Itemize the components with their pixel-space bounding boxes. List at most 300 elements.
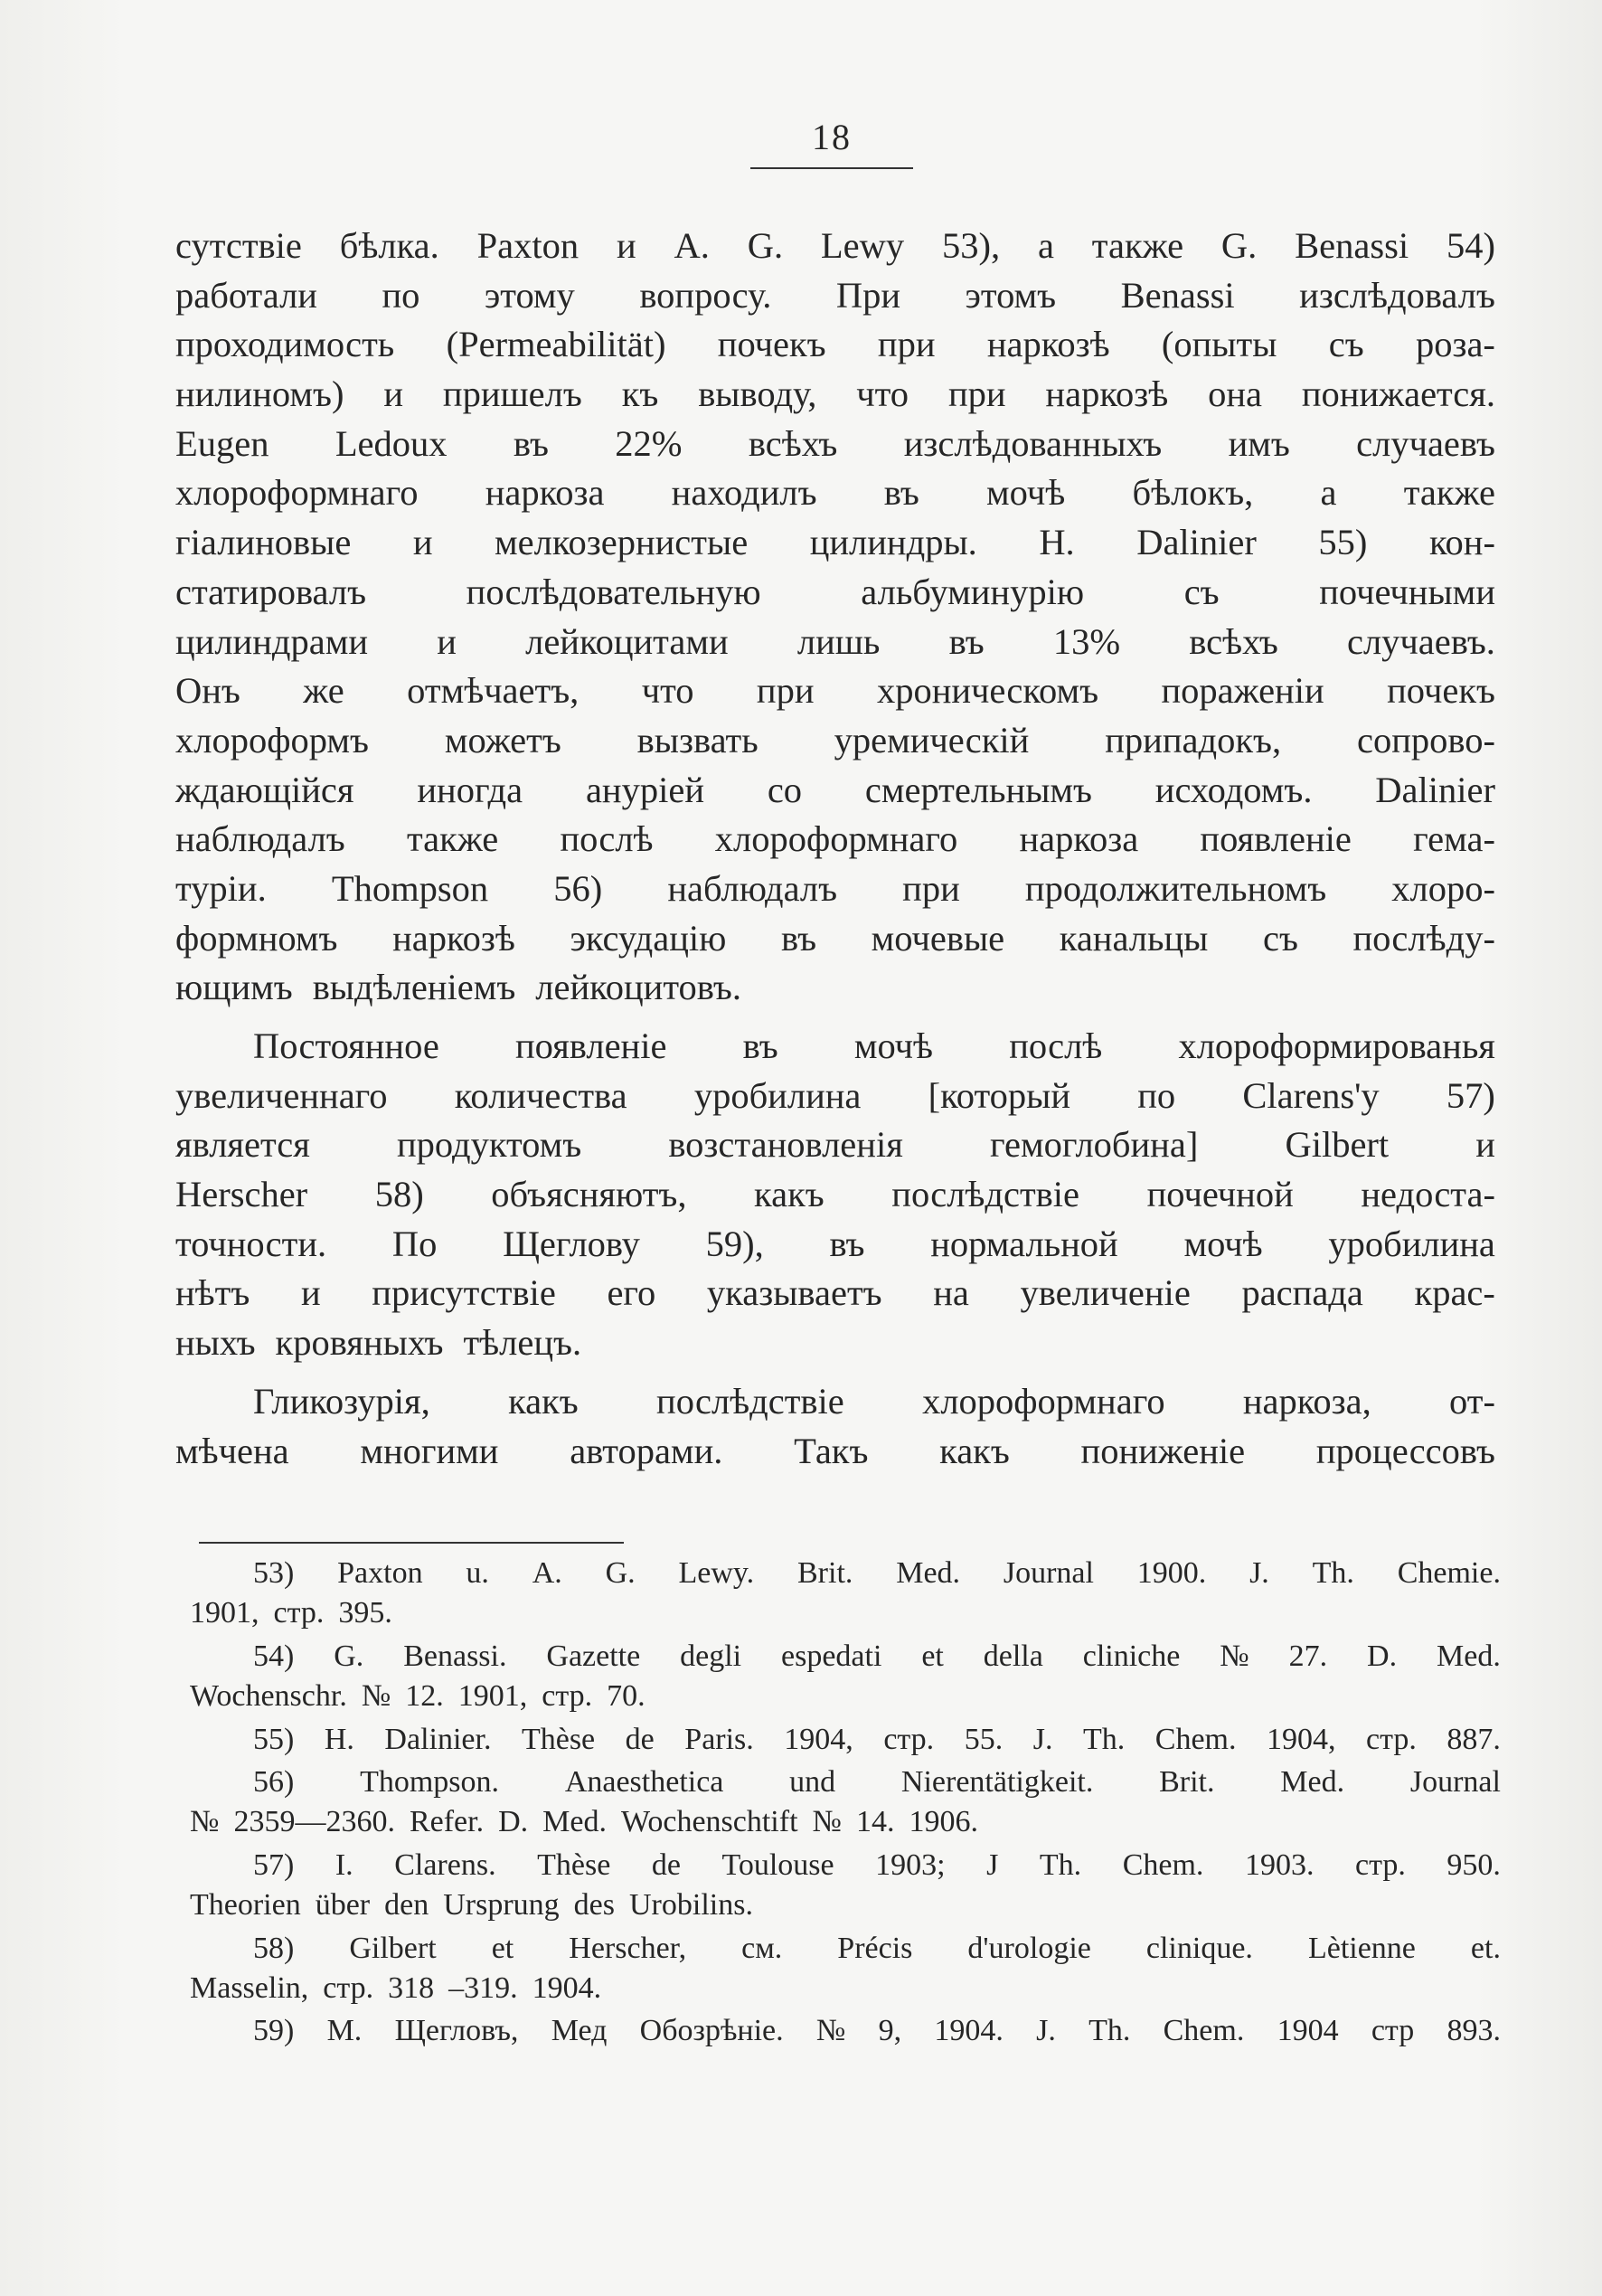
word: При [835,274,901,316]
word: 950. [1447,1847,1501,1882]
word: продуктомъ [396,1124,582,1166]
word: ануріей [585,769,705,810]
word: et [921,1639,944,1673]
word: Th. [1312,1556,1354,1590]
word: espedati [781,1639,882,1673]
word: d'urologie [967,1931,1091,1965]
word: 70. [607,1679,646,1714]
word: über [315,1888,371,1923]
word: его [607,1272,656,1314]
word: этому [484,274,575,316]
word: цилиндры. [809,522,977,563]
word: 14. [855,1805,895,1839]
footnotes [190,1554,1501,2052]
word: Brit. [797,1556,853,1590]
word: D. [498,1805,529,1839]
word: Th. [1082,1722,1126,1756]
word: 12. [405,1679,444,1714]
word: наркоза [485,472,605,514]
word: Herscher, [569,1931,687,1965]
body-text [175,222,1495,1476]
word: della [983,1639,1043,1673]
word: Anaesthetica [564,1764,724,1799]
word: Refer. [409,1805,485,1839]
word: Paxton [337,1556,423,1590]
word: послѣ [1009,1025,1103,1066]
word: 59), [705,1223,764,1264]
word: 55. [964,1722,1004,1756]
word: 395. [338,1596,392,1630]
footnote-rule [199,1542,624,1544]
word: 9, [878,2014,902,2048]
word: тѣлецъ. [463,1322,582,1364]
word: Wochenschr. [190,1679,347,1714]
word: по [382,274,420,316]
page-number-rule [750,167,913,169]
word: 893. [1447,2014,1501,2048]
word: и [616,225,636,266]
word: также [1091,225,1184,266]
word: лейкоцитовъ. [535,967,741,1008]
word: Щегловъ, [394,2014,519,2048]
word: Clarens'у [1242,1074,1380,1116]
word: проходимость [175,324,395,365]
word: 13% [1052,620,1121,662]
text-line [175,1022,1495,1072]
word: H. [324,1722,354,1756]
word: Lètienne [1307,1931,1416,1965]
word: Gilbert [349,1931,437,1965]
word: Gazette [546,1639,641,1673]
word: Chem. [1154,1722,1237,1756]
text-line [175,568,1495,618]
word: (опыты [1161,324,1277,365]
word: Ledoux [335,422,448,464]
word: формномъ [175,917,338,959]
word: J. [1036,2014,1056,2048]
word: Dalinier [1375,769,1495,810]
word: хлороформнаго [175,472,419,514]
word: хлороформнаго [714,818,958,860]
word: процессовъ [1315,1430,1495,1471]
word: иногда [417,769,523,810]
footnote-line [190,1554,1501,1593]
word: въ [742,1025,778,1066]
word: Lewy. [678,1556,755,1590]
word: 1903. [1244,1847,1315,1882]
word: 54) [1446,225,1495,266]
word: Brit. [1159,1764,1215,1799]
word: 1904 [1277,2014,1339,2048]
word: кон- [1428,522,1495,563]
word: и [437,620,457,662]
word: Wochenschtift [620,1805,798,1839]
page-number: 18 [812,117,852,157]
word: № [1220,1639,1249,1673]
word: G. [747,225,784,266]
word: при [877,324,936,365]
text-line [175,271,1495,321]
word: канальцы [1059,917,1209,959]
word: Med. [1437,1639,1501,1673]
word: Benassi [1295,225,1409,266]
word: 1906. [909,1805,978,1839]
word: Thompson [331,867,489,909]
word: почечными [1319,571,1495,612]
word: наркоза, [1242,1380,1371,1422]
word: хлороформированья [1178,1025,1495,1066]
word: J. [1249,1556,1269,1590]
word: количества [454,1074,627,1116]
word: I. [335,1847,353,1882]
word: съ [1262,917,1298,959]
word: 1900. [1136,1556,1207,1590]
word: почечной [1146,1174,1294,1215]
footnote-line [190,1677,1501,1716]
word: Paris. [684,1722,754,1756]
footnote-line [190,1593,1501,1633]
word: увеличеніе [1020,1272,1191,1314]
word: 53), [941,225,1001,266]
word: ждающійся [175,769,354,810]
word: № [815,2014,846,2048]
word: послѣдствіе [891,1174,1080,1215]
word: уремическій [834,719,1030,761]
word: A. [532,1556,562,1590]
word: вопросу. [639,274,772,316]
word: авторами. [570,1430,723,1471]
word: ющимъ [175,967,293,1008]
word: Med. [1280,1764,1345,1799]
word: хлороформнаго [922,1380,1165,1422]
word: сутствіе [175,225,302,266]
word: эксудацію [570,917,727,959]
word: 56) [553,867,603,909]
text-line [175,1427,1495,1477]
word: № [812,1805,842,1839]
text-line [175,716,1495,766]
word: продолжительномъ [1024,867,1327,909]
word: также [406,818,499,860]
word: 318 [388,1970,435,2005]
word: уробилина [693,1074,862,1116]
word: и [383,373,404,415]
text-line [175,1220,1495,1270]
word: можетъ [444,719,561,761]
word: Med. [542,1805,607,1839]
word: съ [1328,324,1364,365]
footnote-line [190,1762,1501,1802]
word: мочѣ [1183,1223,1263,1264]
word: наркозѣ [392,917,515,959]
word: альбуминурію [861,571,1085,612]
word: J [986,1847,999,1882]
text-line [175,865,1495,914]
word: стр. [542,1679,593,1714]
word: G. [1220,225,1258,266]
word: Thèse [537,1847,611,1882]
word: кровяныхъ [275,1322,444,1364]
word: Lewy [820,225,905,266]
word: –319. [448,1970,518,2005]
word: же [303,670,344,712]
word: въ [883,472,919,514]
word: 55) [1318,522,1368,563]
word: при [902,867,960,909]
word: наблюдалъ [667,867,838,909]
word: Dalinier [1136,522,1257,563]
word: 58) [374,1174,424,1215]
word: выдѣленіемъ [312,967,516,1008]
word: стр. [1355,1847,1406,1882]
word: на [933,1272,969,1314]
footnote-line [190,2011,1501,2051]
footnote-line [190,1637,1501,1677]
word: 59) [253,2014,295,2048]
word: Med. [896,1556,961,1590]
text-line [175,1170,1495,1220]
word: работали [175,274,317,316]
word: 1904. [934,2014,1004,2048]
word: Nierentätigkeit. [900,1764,1094,1799]
word: Такъ [794,1430,869,1471]
word: мочѣ [986,472,1066,514]
word: 58) [253,1931,295,1965]
word: пораженіи [1161,670,1324,712]
text-line [175,1377,1495,1427]
text-line [175,914,1495,964]
word: и [412,522,433,563]
text-line [175,618,1495,667]
word: По [391,1223,438,1264]
word: присутствіе [372,1272,556,1314]
word: почекъ [717,324,826,365]
text-line [175,815,1495,865]
word: Journal [1003,1556,1094,1590]
word: Chem. [1163,2014,1245,2048]
word: de [651,1847,681,1882]
text-line [175,518,1495,568]
word: Précis [837,1931,913,1965]
word: а [1320,472,1337,514]
word: послѣдствіе [656,1380,844,1422]
word: от- [1449,1380,1495,1422]
word: Journal [1409,1764,1501,1799]
word: цилиндрами [175,620,369,662]
word: бѣлокъ, [1132,472,1254,514]
word: при [947,373,1006,415]
text-line [175,1269,1495,1318]
word: всѣхъ [1189,620,1278,662]
text-line [175,963,1495,1013]
word: понижается. [1301,373,1495,415]
word: распада [1241,1272,1363,1314]
word: стр. [273,1596,325,1630]
word: Chemie. [1397,1556,1501,1590]
word: припадокъ, [1105,719,1282,761]
word: 56) [253,1764,295,1799]
word: de [625,1722,655,1756]
word: наркоза [1019,818,1139,860]
word: J. [1032,1722,1053,1756]
word: et. [1470,1931,1501,1965]
word: въ [948,620,985,662]
word: cliniche [1082,1639,1181,1673]
word: изслѣдованныхъ [903,422,1163,464]
word: роза- [1415,324,1495,365]
word: 53) [253,1556,295,1590]
text-line [175,1318,1495,1368]
word: что [856,373,909,415]
footnote-line [190,1720,1501,1760]
text-line [175,766,1495,816]
word: мѣчена [175,1430,289,1471]
word: къ [621,373,659,415]
word: статировалъ [175,571,367,612]
word: Gilbert [1285,1124,1390,1166]
word: Th. [1039,1847,1082,1882]
word: G. [605,1556,636,1590]
footnote-line [190,1802,1501,1842]
word: den [384,1888,429,1923]
word: исходомъ. [1154,769,1313,810]
word: und [789,1764,836,1799]
footnote-line [190,1969,1501,2008]
word: послѣ [560,818,654,860]
text-line [175,320,1495,370]
word: выводу, [698,373,817,415]
word: съ [1183,571,1220,612]
word: она [1208,373,1262,415]
word: мелкозернистые [495,522,749,563]
word: изслѣдовалъ [1299,274,1495,316]
text-line [175,468,1495,518]
word: лейкоцитами [525,620,729,662]
word: 887. [1447,1722,1501,1756]
word: Thompson. [360,1764,500,1799]
word: Ursprung [443,1888,560,1923]
text-line [175,420,1495,469]
word: Thèse [521,1722,596,1756]
word: находилъ [671,472,817,514]
word: бѣлка. [339,225,439,266]
word: Chem. [1122,1847,1204,1882]
word: 1904, [784,1722,853,1756]
word: послѣдовательную [466,571,761,612]
footnote-line [190,1929,1501,1969]
text-line [175,222,1495,271]
word: случаевъ. [1346,620,1495,662]
word: объясняютъ, [491,1174,687,1215]
word: Urobilins. [629,1888,753,1923]
word: случаевъ [1356,422,1495,464]
word: 1903; [875,1847,946,1882]
word: туріи. [175,867,267,909]
word: u. [466,1556,489,1590]
word: появленіе [514,1025,667,1066]
word: почекъ [1387,670,1495,712]
word: мочѣ [853,1025,934,1066]
word: гемоглобина] [989,1124,1199,1166]
word: при [756,670,815,712]
word: въ [513,422,549,464]
word: Онъ [175,670,240,712]
text-line [175,1072,1495,1121]
word: Гликозурія, [253,1380,430,1422]
word: нормальной [930,1223,1118,1264]
word: послѣду- [1352,917,1495,959]
word: какъ [754,1174,825,1215]
word: 1904. [532,1970,602,2005]
word: пониженіе [1080,1430,1246,1471]
word: какъ [939,1430,1010,1471]
word: нѣтъ [175,1272,250,1314]
word: пришелъ [442,373,582,415]
word: также [1403,472,1495,514]
word: Benassi. [403,1639,507,1673]
word: Herscher [175,1174,308,1215]
word: 1901, [190,1596,259,1630]
word: точности. [175,1223,327,1264]
text-line [175,370,1495,420]
word: degli [680,1639,742,1673]
word: смертельнымъ [864,769,1092,810]
word: указываетъ [706,1272,882,1314]
text-line [175,1120,1495,1170]
word: появленіе [1200,818,1352,860]
word: хлоро- [1391,867,1495,909]
word: [который [928,1074,1071,1116]
word: 1904, [1267,1722,1336,1756]
word: Th. [1088,2014,1131,2048]
word: des [573,1888,615,1923]
word: уробилина [1328,1223,1495,1264]
word: Benassi [1120,274,1235,316]
word: въ [829,1223,865,1264]
word: (Permeabilität) [446,324,666,365]
word: 2359—2360. [233,1805,395,1839]
word: 55) [253,1722,295,1756]
word: по [1137,1074,1176,1116]
word: см. [741,1931,783,1965]
word: отмѣчаетъ, [407,670,580,712]
word: H. [1039,522,1075,563]
word: Постоянное [253,1025,439,1066]
word: всѣхъ [748,422,838,464]
word: что [641,670,694,712]
word: A. [674,225,710,266]
word: № [361,1679,391,1714]
word: 57) [253,1847,295,1882]
word: 54) [253,1639,295,1673]
word: вызвать [636,719,759,761]
footnote-line [190,1846,1501,1885]
text-line [175,666,1495,716]
word: № [190,1805,220,1839]
word: Paxton [476,225,580,266]
word: стр. [1366,1722,1417,1756]
word: D. [1367,1639,1398,1673]
word: Мед [551,2014,608,2048]
word: хлороформъ [175,719,369,761]
word: недоста- [1361,1174,1495,1215]
word: 57) [1446,1074,1495,1116]
word: хроническомъ [876,670,1099,712]
word: Clarens. [394,1847,496,1882]
word: крас- [1414,1272,1495,1314]
word: Toulouse [721,1847,834,1882]
word: гіалиновые [175,522,352,563]
